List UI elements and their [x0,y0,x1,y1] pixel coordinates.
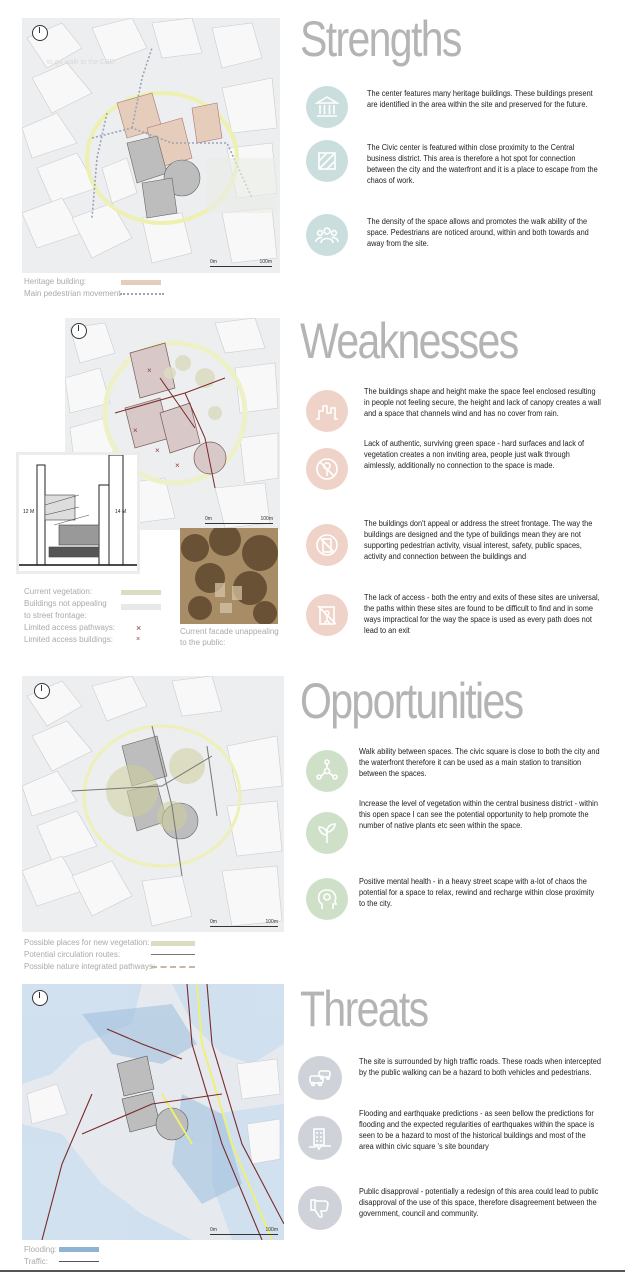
svg-text:×: × [133,426,138,435]
north-arrow-icon [32,25,48,41]
network-icon [306,750,348,792]
opportunities-title: Opportunities [300,673,523,729]
section-height-right: 14 M [115,509,127,515]
photo-caption-line: to the public: [180,638,226,647]
skyline-icon [306,390,348,432]
threats-legend [24,1244,144,1268]
strength-text-2: The Civic center is featured within close proximity to the Central business district. This area is therefore a hot spot for connection between the city and the waterfront and it is a place to escape from the chaos of work. [367,143,598,185]
threats-section [0,980,625,1270]
legend-label: Main pedestrian movement [24,289,121,298]
legend-row [24,586,174,598]
opportunities-legend [24,937,284,973]
scale-end: 100m [265,919,278,925]
legend-row [24,1256,144,1268]
north-arrow-icon [71,323,87,339]
cross-marker-icon: × [136,636,141,643]
opportunity-text-1: Walk ability between spaces. The civic square is close to both the city and the waterfront therefore it can be used as a main station to transition between the spaces. [359,747,600,778]
scale-end: 100m [259,259,272,265]
legend-row [24,276,284,288]
scale-start: 0m [210,919,217,925]
svg-text:×: × [147,366,152,375]
legend-row [24,610,174,622]
legend-label: to street frontage: [24,611,87,620]
earthquake-icon [298,1116,342,1160]
threat-text-2: Flooding and earthquake predictions - as seen bellow the predictions for flooding and the expected regularities of earthquakes within the space is seen to be a hazard to most of the historical buildings and most of the area within civic square 's site boundary [359,1109,595,1151]
legend-row [24,961,284,973]
traffic-swatch [59,1261,99,1262]
threat-text-1: The site is surrounded by high traffic roads. These roads when intercepted by the public walking can be a hazard to both vehicles and pedestrians. [359,1057,601,1077]
scale-end: 100m [265,1227,278,1233]
building-swatch [121,604,161,610]
legend-label: Limited access pathways: [24,623,116,632]
strengths-title: Strengths [300,11,461,67]
weakness-text-3: The buildings don't appeal or address the street frontage. The way the buildings are designed and the type of buildings mean they are not supporting pedestrian activity, visual interest, safety, public spaces, activity and connection between the buildings and [364,519,593,561]
columns-icon [306,86,348,128]
legend-label: Possible nature integrated pathways: [24,962,156,971]
section-height-left: 12 M [23,509,35,515]
threats-map [22,984,284,1240]
legend-label: Potential circulation routes: [24,950,121,959]
threat-text-3: Public disapproval - potentially a redesign of this area could lead to public disapproval of the use of this space, therefore disagreement between the government, council and community. [359,1187,599,1218]
legend-label: Buildings not appealing [24,599,107,608]
strengths-map-label: to go walk to the CBD [47,59,115,66]
photo-caption [180,626,290,648]
weaknesses-legend [24,586,174,646]
traffic-icon [298,1056,342,1100]
svg-text:×: × [155,446,160,455]
strength-text-1: The center features many heritage buildings. These buildings present are identified in the area within the site and preserved for the future. [367,89,593,109]
strengths-map [22,18,280,273]
north-arrow-icon [32,990,48,1006]
threats-title: Threats [300,981,428,1037]
strengths-legend [24,276,284,300]
pathway-swatch [151,966,195,968]
weakness-text-4: The lack of access - both the entry and exits of these sites are universal, the paths within these sites are found to be difficult to find and in some ways impractical for the way the space is used as every path does not lead to an exit [364,593,600,635]
scale-bar [210,919,278,932]
weaknesses-section [0,310,625,670]
svg-text:×: × [175,461,180,470]
bottom-divider [0,1270,625,1272]
scale-start: 0m [210,1227,217,1233]
scale-bar [210,1227,278,1240]
no-building-icon [306,524,348,566]
weakness-text-1: The buildings shape and height make the space feel enclosed resulting in people not feeling secure, the height and lack of canopy creates a wall and a space that channels wind and has no cover from rain. [364,387,601,418]
people-icon [306,214,348,256]
cross-marker-icon: × [136,623,142,633]
flood-swatch [59,1247,99,1252]
strength-text-3: The density of the space allows and promotes the walk ability of the space. Pedestrians are noticed around, within and both towards and away from the site. [367,217,589,248]
legend-row [24,949,284,961]
pedestrian-swatch [120,293,164,295]
legend-label: Traffic: [24,1257,49,1266]
scale-bar [210,259,272,273]
weaknesses-title: Weaknesses [300,313,518,369]
legend-row [24,622,174,634]
weakness-text-2: Lack of authentic, surviving green space - hard surfaces and lack of vegetation creates a non inviting area, people just walk through aimlessly, additionally no connection to the space is made. [364,439,585,470]
legend-label: Possible places for new vegetation: [24,938,150,947]
scale-end: 100m [260,516,273,522]
facade-photo [180,528,278,624]
opportunity-text-2: Increase the level of vegetation within the central business district - within this open space I can see the potential opportunity to help promote the number of native plants etc seen within the space. [359,799,598,830]
legend-label: Current vegetation: [24,587,93,596]
head-icon [306,878,348,920]
opportunity-text-3: Positive mental health - in a heavy street scape with a-lot of chaos the potential for a space to relax, rewind and recharge within close proximity to the city. [359,877,595,908]
legend-row [24,288,284,300]
heritage-swatch [121,280,161,285]
scale-start: 0m [210,259,217,265]
thumbs-down-icon [298,1186,342,1230]
legend-row [24,634,174,646]
vegetation-swatch [121,590,161,595]
legend-row [24,1244,144,1256]
opportunities-map [22,676,284,932]
legend-row [24,937,284,949]
legend-label: Heritage building: [24,277,87,286]
opportunities-section [0,670,625,980]
buildings-icon [306,140,348,182]
plant-icon [306,812,348,854]
vegetation-swatch [151,941,195,946]
north-arrow-icon [34,683,50,699]
no-entry-icon [306,594,348,636]
no-tree-icon [306,448,348,490]
scale-start: 0m [205,516,212,522]
photo-caption-line: Current facade unappealing [180,627,279,636]
legend-label: Flooding: [24,1245,57,1254]
street-section-drawing [16,452,140,574]
strengths-section [0,0,625,310]
route-swatch [151,954,195,955]
legend-label: Limited access buildings: [24,635,113,644]
